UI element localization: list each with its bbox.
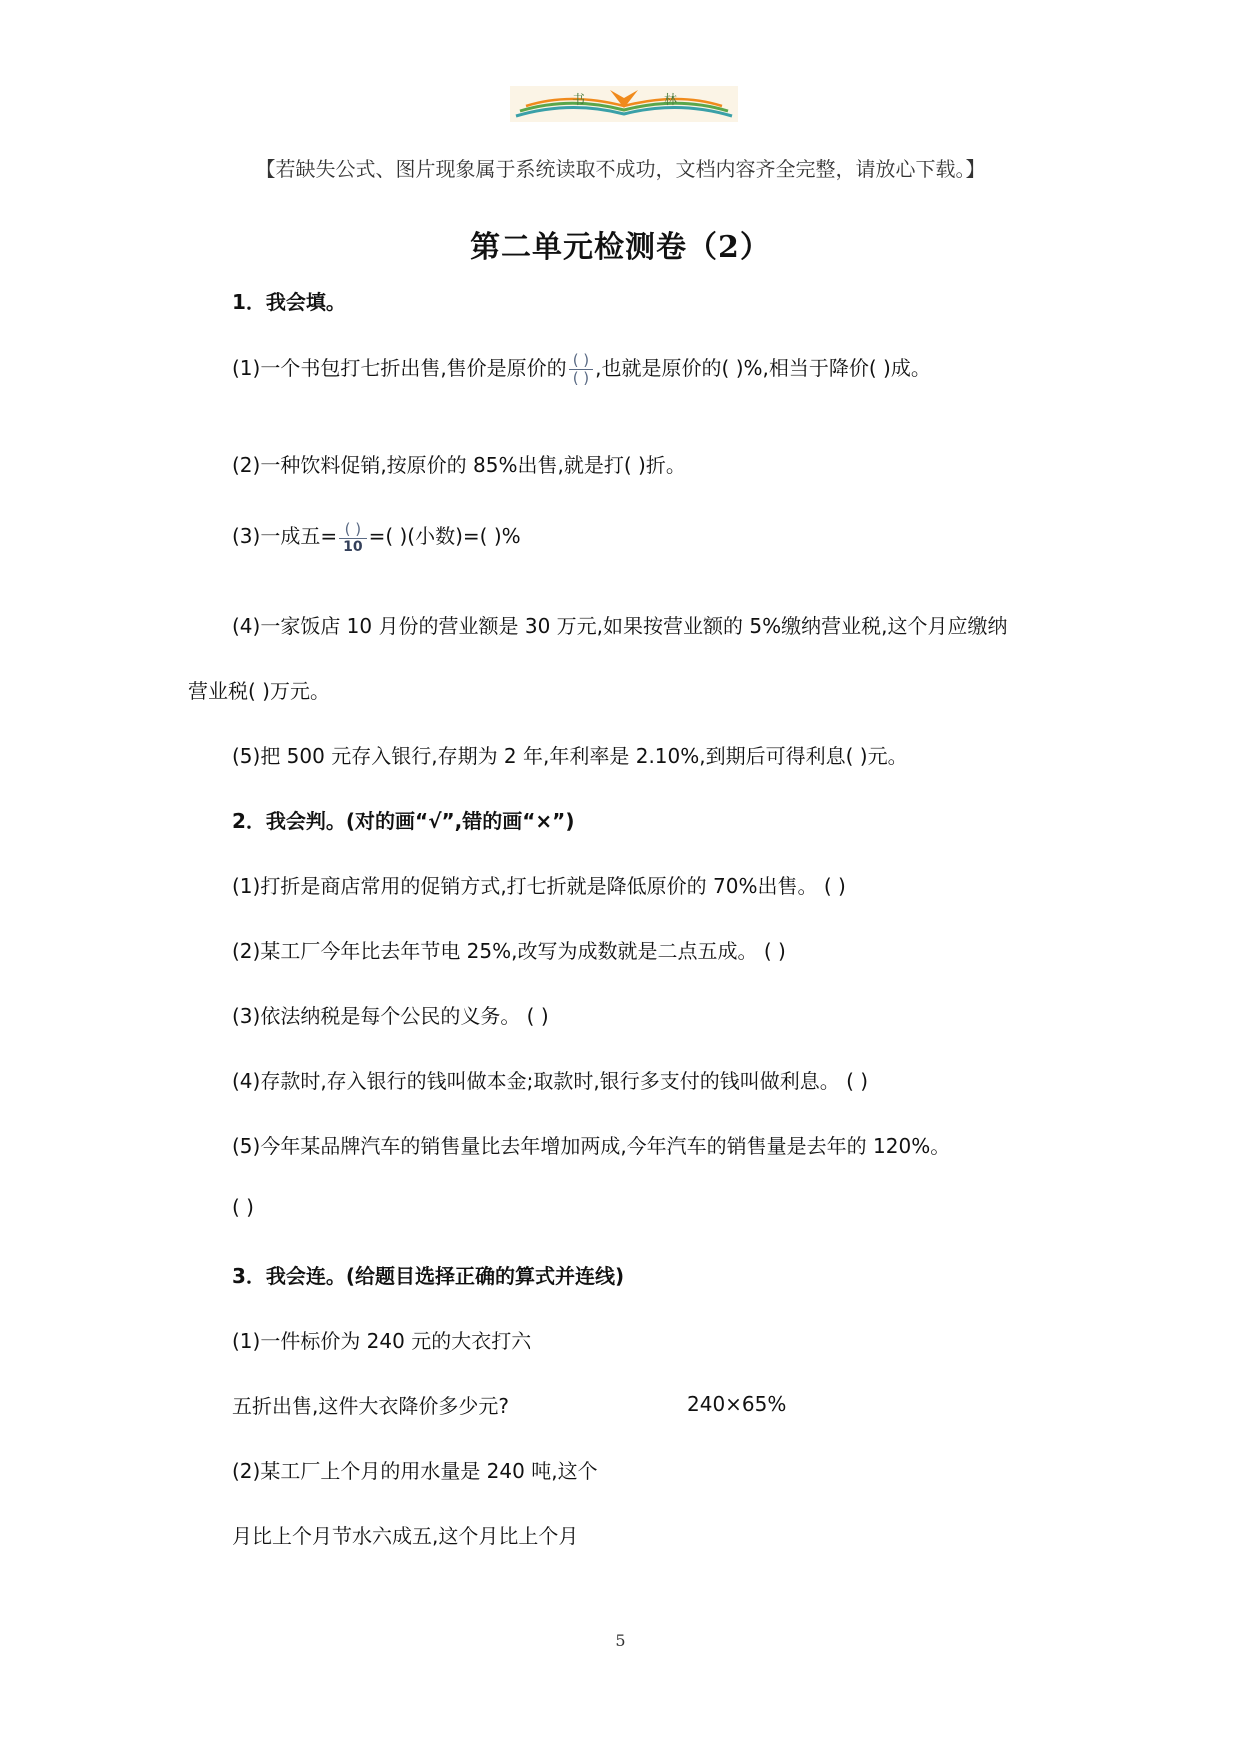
question-3-1-line-2: 五折出售,这件大衣降价多少元?	[232, 1394, 509, 1418]
question-text: =( )(小数)=( )%	[368, 524, 521, 548]
fraction-numerator: ( )	[344, 519, 362, 538]
question-2-2: (2)某工厂今年比去年节电 25%,改写为成数就是二点五成。 ( )	[232, 939, 786, 963]
question-2-4: (4)存款时,存入银行的钱叫做本金;取款时,银行多支付的钱叫做利息。 ( )	[232, 1069, 869, 1093]
fraction-denominator: ( )	[572, 369, 590, 387]
question-3-1-line-1: (1)一件标价为 240 元的大衣打六	[232, 1329, 532, 1353]
question-1-2: (2)一种饮料促销,按原价的 85%出售,就是打( )折。	[232, 453, 686, 477]
question-text: (3)一成五=	[232, 524, 338, 548]
question-2-5-line-1: (5)今年某品牌汽车的销售量比去年增加两成,今年汽车的销售量是去年的 120%。	[232, 1134, 951, 1158]
logo-image	[510, 86, 738, 122]
question-text: (1)一个书包打七折出售,售价是原价的	[232, 356, 567, 380]
fraction-denominator: 10	[343, 538, 363, 555]
section-1-heading: 1．我会填。	[232, 290, 346, 314]
question-1-3	[232, 520, 521, 554]
fraction-blank	[339, 519, 366, 555]
question-3-2-line-2: 月比上个月节水六成五,这个月比上个月	[232, 1524, 579, 1548]
question-2-1: (1)打折是商店常用的促销方式,打七折就是降低原价的 70%出售。 ( )	[232, 874, 846, 898]
svg-text:林: 林	[664, 93, 678, 108]
page-number: 5	[615, 1631, 626, 1650]
question-2-3: (3)依法纳税是每个公民的义务。 ( )	[232, 1004, 549, 1028]
svg-text:书: 书	[572, 93, 586, 108]
question-1-1	[232, 352, 931, 386]
question-1-4-line-1: (4)一家饭店 10 月份的营业额是 30 万元,如果按营业额的 5%缴纳营业税,这个月应缴纳	[232, 614, 1008, 638]
question-1-4-line-2: 营业税( )万元。	[188, 679, 330, 703]
formula-option-1: 240×65%	[687, 1392, 787, 1416]
section-2-heading: 2．我会判。(对的画“√”,错的画“×”)	[232, 809, 575, 833]
section-3-heading: 3．我会连。(给题目选择正确的算式并连线)	[232, 1264, 625, 1288]
page-title: 第二单元检测卷（2）	[470, 230, 771, 265]
question-2-5-line-2: ( )	[232, 1195, 254, 1219]
question-1-5: (5)把 500 元存入银行,存期为 2 年,年利率是 2.10%,到期后可得利息( )元。	[232, 744, 908, 768]
fraction-numerator: ( )	[572, 351, 590, 369]
question-text: ,也就是原价的( )%,相当于降价( )成。	[595, 356, 931, 380]
fraction-blank	[569, 353, 593, 386]
download-notice: 【若缺失公式、图片现象属于系统读取不成功，文档内容齐全完整，请放心下载。】	[255, 157, 986, 181]
question-3-2-line-1: (2)某工厂上个月的用水量是 240 吨,这个	[232, 1459, 598, 1483]
